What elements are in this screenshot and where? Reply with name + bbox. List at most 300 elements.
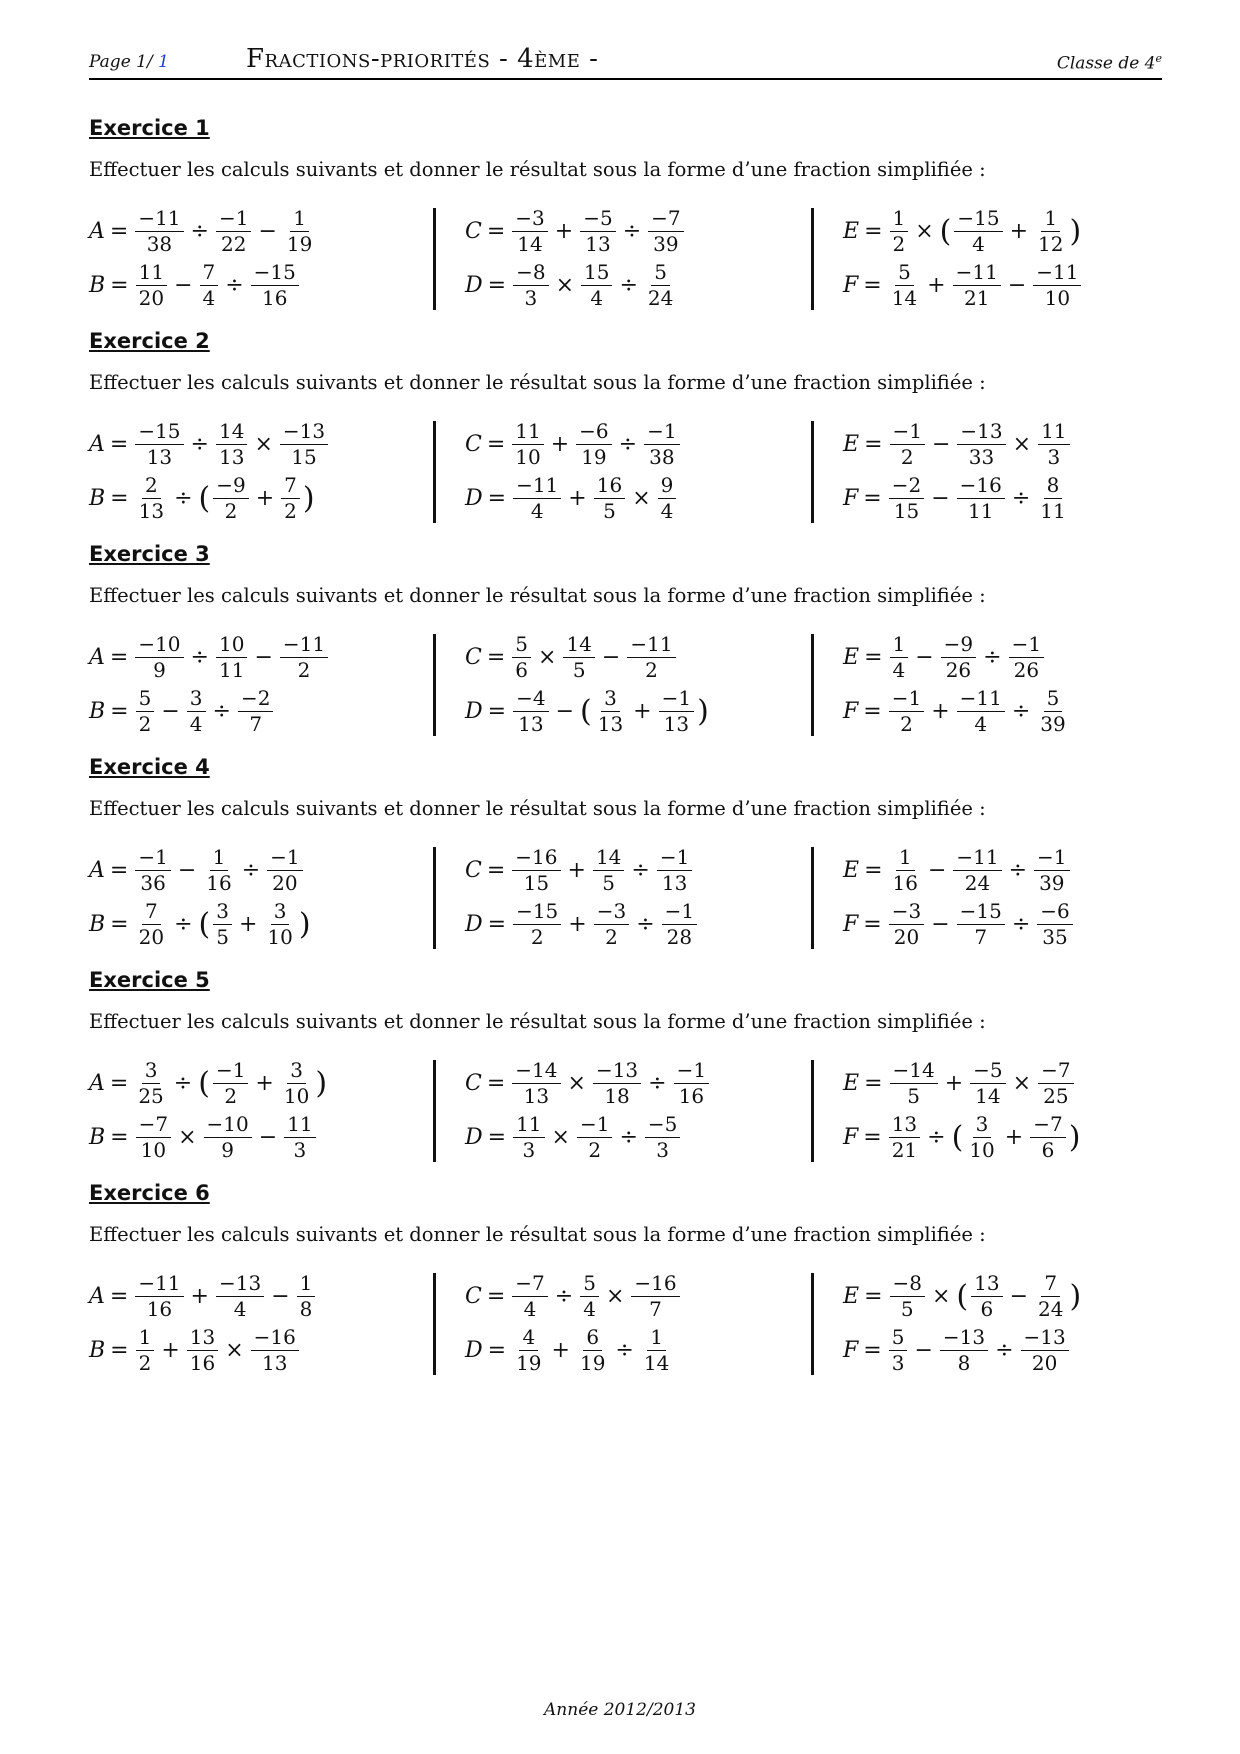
expression [89,843,312,897]
fraction-numerator: 1 [890,207,909,232]
fraction-denominator: 2 [138,711,152,736]
operator: × [555,272,574,298]
expression [89,1323,317,1377]
fraction-denominator: 15 [291,444,317,469]
parenthesis: ) [1069,213,1082,249]
fraction-numerator: 5 [651,261,670,286]
expression-variable: B [89,1124,106,1150]
expression [465,1323,682,1377]
fraction-denominator: 24 [964,870,991,895]
fraction-numerator: 3 [973,1113,992,1138]
fraction-denominator: 10 [140,1137,167,1162]
expression-variable: E [843,644,860,670]
operator: ÷ [619,272,638,298]
class-label-sup: e [1155,52,1162,65]
equals-sign: = [863,272,882,298]
column-separator [811,847,814,949]
fraction-denominator: 4 [523,1296,537,1321]
fraction-denominator: 13 [597,711,624,736]
operator: × [538,644,557,670]
fraction-numerator: −15 [954,207,1002,232]
equals-sign: = [863,911,882,937]
operator: ÷ [1011,698,1031,724]
operator: × [931,1283,951,1309]
expression [465,471,682,525]
fraction [627,633,675,682]
operator: ÷ [554,1283,574,1309]
fraction-numerator: −8 [513,261,548,286]
fraction-numerator: 6 [583,1326,602,1351]
fraction [1030,1113,1065,1162]
equals-sign: = [109,644,129,670]
fraction-denominator: 5 [907,1083,920,1108]
expression [843,1056,1081,1110]
fraction-numerator: −11 [280,633,328,658]
operator: + [567,857,586,883]
page-total-link[interactable]: 1 [158,52,169,72]
fraction-denominator: 13 [661,870,688,895]
parenthesis: ( [580,693,592,729]
expression-group [89,417,330,525]
fraction [890,1272,925,1321]
fraction-numerator: −1 [674,1059,709,1084]
operator: − [254,644,273,670]
fraction [889,474,924,523]
fraction-numerator: 3 [271,900,290,925]
fraction-denominator: 10 [515,444,541,469]
fraction-denominator: 21 [963,285,990,310]
fraction-numerator: −1 [662,900,697,925]
operator: × [178,1124,197,1150]
equals-sign: = [864,644,883,670]
fraction [136,261,167,310]
exercise-instruction: Effectuer les calculs suivants et donner le résultat sous la forme d’une fraction simplifiée : [89,371,986,394]
fraction [1009,633,1044,682]
fraction-numerator: −15 [251,261,299,286]
expression [89,897,312,951]
fraction-numerator: 13 [889,1113,920,1138]
fraction [577,1113,612,1162]
fraction [889,1113,920,1162]
fraction-numerator: 3 [287,1059,306,1084]
fraction [512,1272,547,1321]
exercise-title: Exercice 6 [89,1181,210,1205]
fraction-denominator: 26 [945,657,972,682]
equals-sign: = [109,218,129,244]
parenthesis: ) [1069,1278,1082,1314]
operator: − [177,857,197,883]
fraction-denominator: 4 [189,711,203,736]
parenthesis: ( [198,480,211,516]
expression-variable: E [843,1070,860,1096]
operator: ÷ [619,1124,638,1150]
fraction-numerator: −7 [136,1113,171,1138]
fraction [216,207,251,256]
fraction [966,1113,997,1162]
page-header [89,44,1162,80]
fraction-numerator: 11 [136,261,167,286]
fraction [1035,1272,1066,1321]
equals-sign: = [486,1070,506,1096]
fraction [213,474,248,523]
fraction-numerator: −11 [953,261,1001,286]
fraction [513,687,548,736]
equals-sign: = [487,272,507,298]
expression-variable: A [89,218,105,244]
expression [843,1323,1082,1377]
fraction-denominator: 7 [249,711,263,736]
fraction-denominator: 3 [524,285,538,310]
expression [89,258,317,312]
expression-group [843,1269,1082,1377]
fraction [890,420,925,469]
expression-group [465,417,682,525]
operator: ÷ [636,911,655,937]
fraction [563,633,594,682]
fraction-denominator: 9 [221,1137,234,1162]
fraction-numerator: 5 [889,1326,908,1351]
fraction [187,687,206,736]
fraction-numerator: 11 [512,420,543,445]
fraction-denominator: 4 [530,498,544,523]
equals-sign: = [487,911,507,937]
fraction-numerator: −7 [512,1272,547,1297]
page-number [89,52,169,72]
expression-variable: C [465,218,482,244]
operator: × [1012,1070,1032,1096]
operator: + [568,485,587,511]
column-separator [811,421,814,523]
fraction-denominator: 13 [218,444,245,469]
fraction-denominator: 20 [1031,1350,1058,1375]
fraction [1038,420,1069,469]
fraction [890,633,909,682]
page-footer: Année 2012/2013 [544,1700,696,1720]
fraction [957,900,1005,949]
fraction [136,1113,171,1162]
page-prefix: Page 1/ [89,52,159,72]
fraction-denominator: 24 [647,285,674,310]
fraction [251,261,299,310]
expression-variable: C [465,644,482,670]
fraction [512,420,543,469]
fraction [513,474,561,523]
fraction [581,261,612,310]
fraction-denominator: 33 [968,444,995,469]
fraction-denominator: 16 [892,870,918,895]
operator: − [1009,1283,1029,1309]
operator: + [255,485,275,511]
fraction-denominator: 38 [649,444,675,469]
equals-sign: = [110,1337,129,1363]
equals-sign: = [863,1124,882,1150]
exercise-instruction: Effectuer les calculs suivants et donner le résultat sous la forme d’une fraction simplifiée : [89,1223,986,1246]
fraction-denominator: 2 [892,231,906,256]
fraction-numerator: 5 [1044,687,1063,712]
fraction-denominator: 5 [900,1296,914,1321]
column-separator [811,208,814,310]
expression [843,258,1083,312]
operator: + [255,1070,274,1096]
fraction-denominator: 15 [523,870,550,895]
equals-sign: = [486,857,506,883]
column-separator [433,1060,436,1162]
exercise-section [89,329,1162,549]
fraction-numerator: 5 [580,1272,599,1297]
fraction-denominator: 2 [530,924,544,949]
exercise-instruction: Effectuer les calculs suivants et donner le résultat sous la forme d’une fraction simplifiée : [89,1010,986,1033]
fraction-numerator: −1 [657,846,692,871]
exercise-title: Exercice 5 [89,968,210,992]
exercise-instruction: Effectuer les calculs suivants et donner le résultat sous la forme d’une fraction simplifiée : [89,797,986,820]
operator: + [568,911,587,937]
fraction-denominator: 14 [891,285,918,310]
fraction [890,1059,938,1108]
fraction [135,1059,166,1108]
expression [465,684,710,738]
equals-sign: = [487,1124,507,1150]
expression-variable: B [89,911,106,937]
expression-group [843,204,1083,312]
fraction [213,900,232,949]
parenthesis: ) [697,693,709,729]
fraction-denominator: 12 [1038,231,1064,256]
fraction [187,1326,218,1375]
fraction-numerator: 7 [142,900,161,925]
fraction [890,207,909,256]
fraction-numerator: 1 [136,1326,155,1351]
fraction [281,1059,312,1108]
fraction-denominator: 39 [1039,870,1065,895]
fraction-denominator: 4 [202,285,216,310]
fraction-denominator: 10 [969,1137,995,1162]
fraction-denominator: 19 [579,1350,606,1375]
expression-variable: C [465,1283,482,1309]
fraction [576,420,611,469]
fraction-denominator: 13 [262,1350,288,1375]
parenthesis: ) [1068,1119,1081,1155]
fraction [889,1326,908,1375]
operator: + [1009,218,1029,244]
operator: ÷ [1011,911,1031,937]
operator: + [931,698,950,724]
fraction [941,633,976,682]
operator: × [605,1283,625,1309]
fraction [890,846,921,895]
operator: ÷ [631,857,650,883]
fraction [1037,687,1068,736]
fraction-denominator: 16 [262,285,288,310]
fraction-denominator: 7 [974,924,988,949]
equals-sign: = [109,1070,129,1096]
expression-variable: D [465,272,483,298]
fraction-numerator: 1 [290,207,309,232]
fraction-denominator: 2 [224,498,238,523]
fraction-numerator: 1 [890,633,909,658]
fraction-denominator: 2 [284,498,297,523]
expression-group [465,843,699,951]
operator: − [271,1283,290,1309]
fraction-denominator: 4 [660,498,674,523]
operator: × [567,1070,586,1096]
expression [465,630,710,684]
fraction [513,1326,544,1375]
column-separator [433,634,436,736]
expression [843,843,1075,897]
fraction-numerator: −7 [1030,1113,1065,1138]
operator: − [161,698,180,724]
fraction-denominator: 11 [968,498,994,523]
fraction-denominator: 2 [900,444,914,469]
expression-group [843,1056,1081,1164]
fraction-denominator: 3 [891,1350,905,1375]
fraction-denominator: 4 [583,1296,596,1321]
operator: − [258,1124,278,1150]
fraction-numerator: −14 [512,1059,560,1084]
fraction [281,474,300,523]
fraction-denominator: 38 [146,231,173,256]
fraction-numerator: 3 [142,1059,161,1084]
fraction [657,846,692,895]
fraction [280,633,328,682]
parenthesis: ) [302,480,315,516]
expression [843,684,1071,738]
expression-variable: B [89,1337,106,1363]
fraction-denominator: 39 [1040,711,1066,736]
fraction-denominator: 24 [1038,1296,1064,1321]
fraction-denominator: 6 [980,1296,994,1321]
expression-variable: A [89,1070,105,1096]
operator: ÷ [622,218,642,244]
column-separator [433,1273,436,1375]
fraction-denominator: 20 [893,924,920,949]
fraction-denominator: 5 [602,870,616,895]
expression-variable: E [843,1283,860,1309]
fraction-denominator: 5 [572,657,586,682]
fraction-denominator: 35 [1042,924,1068,949]
fraction [970,1059,1005,1108]
fraction-numerator: −9 [213,474,248,499]
fraction-denominator: 11 [1040,498,1066,523]
expression-group [89,1269,317,1377]
exercise-section [89,116,1162,336]
fraction-denominator: 25 [1043,1083,1069,1108]
expression [465,258,686,312]
fraction-numerator: −1 [889,687,924,712]
exercise-title: Exercice 4 [89,755,210,779]
fraction-denominator: 26 [1013,657,1040,682]
fraction [512,207,547,256]
expression-variable: D [465,1337,483,1363]
fraction [1033,261,1081,310]
fraction-numerator: 4 [519,1326,538,1351]
expression [465,1056,711,1110]
operator: − [931,911,950,937]
column-separator [433,208,436,310]
operator: × [254,431,273,457]
fraction [595,687,626,736]
operator: ÷ [190,644,209,670]
fraction [216,633,247,682]
operator: − [601,644,621,670]
fraction-denominator: 39 [653,231,679,256]
operator: + [161,1337,180,1363]
fraction-denominator: 36 [140,870,166,895]
fraction [136,687,155,736]
fraction-numerator: −13 [216,1272,264,1297]
fraction-denominator: 28 [666,924,693,949]
fraction-denominator: 14 [975,1083,1001,1108]
fraction-denominator: 15 [893,498,920,523]
operator: ÷ [190,218,209,244]
operator: ÷ [174,911,193,937]
fraction-denominator: 3 [293,1137,307,1162]
fraction [251,1326,299,1375]
operator: ÷ [995,1337,1014,1363]
equals-sign: = [486,431,506,457]
operator: − [931,431,951,457]
parenthesis: ( [198,906,211,942]
fraction-denominator: 4 [974,711,988,736]
exercise-section [89,542,1162,762]
exercise-instruction: Effectuer les calculs suivants et donner le résultat sous la forme d’une fraction simplifiée : [89,158,986,181]
fraction-denominator: 19 [286,231,313,256]
expression [843,471,1072,525]
parenthesis: ) [298,906,311,942]
expression-group [89,1056,328,1164]
operator: + [190,1283,209,1309]
fraction-numerator: −8 [890,1272,925,1297]
operator: ÷ [225,272,244,298]
expression [843,1269,1082,1323]
column-separator [433,421,436,523]
equals-sign: = [109,431,129,457]
operator: + [238,911,258,937]
fraction [264,900,295,949]
fraction [645,1113,680,1162]
fraction [662,900,697,949]
fraction-denominator: 19 [581,444,607,469]
fraction-denominator: 16 [189,1350,216,1375]
fraction-numerator: 3 [213,900,232,925]
fraction-denominator: 13 [523,1083,550,1108]
expression-group [843,417,1072,525]
fraction-denominator: 2 [900,711,913,736]
fraction [216,420,247,469]
equals-sign: = [864,431,883,457]
fraction [594,474,625,523]
expression-variable: C [465,431,482,457]
fraction-denominator: 6 [1041,1137,1055,1162]
operator: − [931,485,950,511]
fraction-numerator: −15 [957,900,1005,925]
fraction-numerator: 9 [658,474,677,499]
equals-sign: = [864,1070,883,1096]
expression-group [843,630,1071,738]
fraction-denominator: 16 [678,1083,705,1108]
fraction [513,1113,544,1162]
operator: − [174,272,193,298]
fraction-denominator: 20 [138,924,165,949]
expression-variable: C [465,857,482,883]
exercise-section [89,755,1162,975]
exercise-title: Exercice 3 [89,542,210,566]
fraction-numerator: −5 [645,1113,680,1138]
fraction-denominator: 5 [603,498,616,523]
equals-sign: = [486,1283,506,1309]
fraction-denominator: 20 [138,285,165,310]
fraction-numerator: −5 [970,1059,1005,1084]
